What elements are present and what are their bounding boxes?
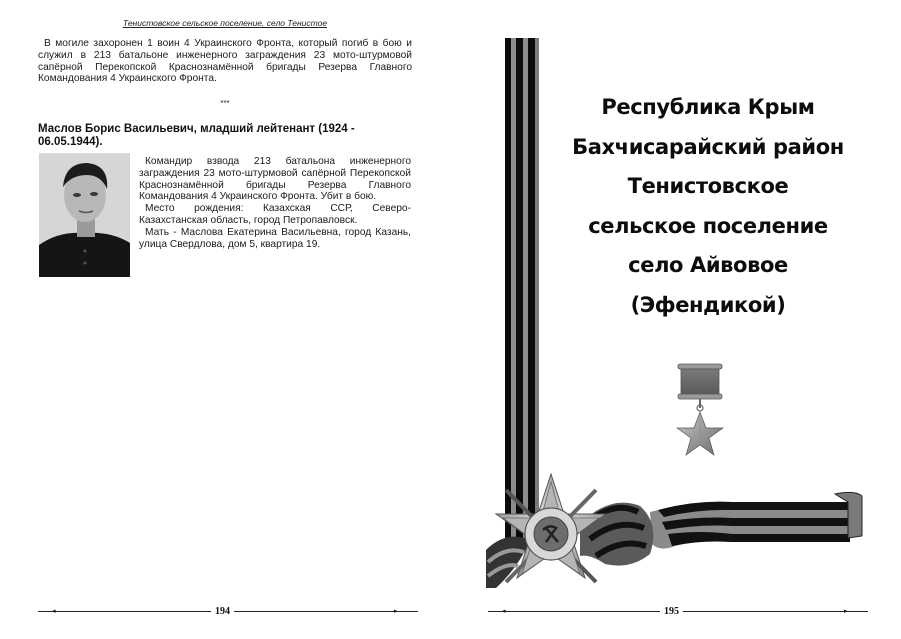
title-line: село Айвовое	[628, 253, 788, 277]
hero-gold-star-medal-icon	[672, 362, 728, 471]
title-line: Бахчисарайский район	[572, 134, 844, 159]
title-line: Республика Крым	[601, 95, 815, 119]
title-line: (Эфендикой)	[630, 292, 786, 317]
footer-arrow-right-icon: ▸	[394, 608, 398, 615]
page-title	[548, 88, 868, 325]
footer-arrow-left-icon: ◂	[502, 608, 506, 615]
bio-service: Командир взвода 213 батальона инженерного заграждения 23 мото-штурмовой сапёрной Перекопской Краснознамённой бригады Резерва Главного Командования 4 Украинского Фронта. Убит в бою.	[139, 156, 411, 203]
st-george-ribbon-horizontal-icon	[580, 484, 865, 579]
title-line: сельское поселение	[588, 213, 828, 238]
page-footer-right	[488, 606, 868, 618]
left-page	[0, 0, 450, 639]
person-bio	[139, 156, 411, 250]
bio-mother: Мать - Маслова Екатерина Васильевна, город Казань, улица Свердлова, дом 5, квартира 19.	[139, 226, 411, 250]
page-footer-left	[38, 606, 418, 618]
order-of-patriotic-war-icon	[486, 470, 616, 605]
footer-arrow-left-icon: ◂	[52, 608, 56, 615]
bio-birthplace: Место рождения: Казахская ССР, Северо-Казахстанская область, город Петропавловск.	[139, 203, 411, 226]
section-separator: ***	[220, 99, 230, 108]
person-name: Маслов Борис Васильевич, младший лейтенант (1924 - 06.05.1944).	[38, 123, 355, 148]
footer-arrow-right-icon: ▸	[844, 608, 848, 615]
page-number: 194	[211, 606, 234, 617]
running-header: Тенистовское сельское поселение, село Тенистое	[122, 18, 328, 28]
title-line: Тенистовское	[627, 174, 789, 198]
intro-paragraph: В могиле захоронен 1 воин 4 Украинского Фронта, который погиб в бою и служил в 213 батальоне инженерного заграждения 23 мото-штурмовой сапёрной Перекопской Краснознамённой бригады Резерва Главного Командования 4 Украинского Фронта.	[38, 38, 412, 85]
page-number: 195	[660, 606, 683, 617]
portrait-photo	[39, 153, 130, 277]
